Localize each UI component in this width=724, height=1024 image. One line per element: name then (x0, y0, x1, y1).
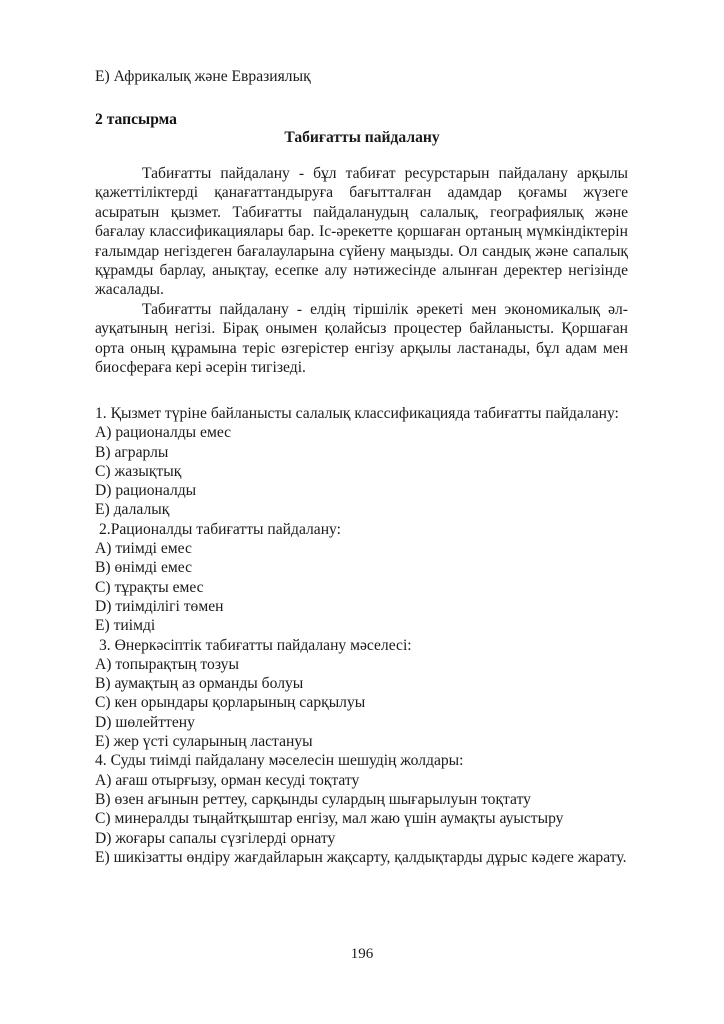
answer-option: C) жазықтық (95, 462, 182, 480)
answer-option: C) минералды тыңайтқыштар енгізу, мал жаю үшін аумақты ауыстыру (95, 810, 564, 828)
answer-option: B) өзен ағынын реттеу, сарқынды сулардың шығарылуын тоқтату (95, 790, 531, 808)
answer-option: E) далалық (95, 501, 170, 519)
question-4 (95, 751, 655, 867)
answer-option: A) топырақтың тозуы (95, 655, 239, 673)
question-text: 2.Рационалды табиғатты пайдалану: (99, 520, 341, 538)
previous-answer-option: E) Африкалық және Евразиялық (95, 68, 311, 85)
answer-option: C) кен орындары қорларының сарқылуы (95, 694, 366, 712)
answer-option: D) тиімділігі төмен (95, 597, 224, 615)
answer-option: E) жер үсті суларының ластануы (95, 733, 313, 751)
answer-option: B) өнімді емес (95, 559, 193, 577)
answer-option: A) рационалды емес (95, 424, 232, 442)
paragraph-1: Табиғатты пайдалану - бұл табиғат ресурстарын пайдалану арқылы қажеттіліктерді қанағаттандыруға бағытталған адамдар қоғамы жүзеге асыратын қызмет. Табиғатты пайдаланудың салалық, географиялық және бағалау классификациялары бар. Іс-әрекетте қоршаған ортаның мүмкіндіктерін ғалымдар негіздеген бағалауларына сүйену маңызды. Ол сандық және сапалық құрамды барлау, анықтау, есепке алу нәтижесінде алынған деректер негізінде жасалады. (95, 165, 628, 299)
answer-option: C) тұрақты емес (95, 578, 204, 596)
answer-option: D) шөлейттену (95, 713, 195, 731)
task-label: 2 тапсырма (95, 111, 177, 128)
answer-option: A) тиімді емес (95, 540, 192, 558)
answer-option: B) аграрлы (95, 443, 169, 461)
answer-option: E) шикізатты өндіру жағдайларын жақсарту, қалдықтарды дұрыс кәдеге жарату. (95, 848, 627, 866)
question-text: 3. Өнеркәсіптік табиғатты пайдалану мәселесі: (99, 636, 412, 654)
answer-option: D) жоғары сапалы сүзгілерді орнату (95, 829, 336, 847)
answer-option: E) тиімді (95, 617, 156, 635)
question-list (95, 404, 655, 867)
question-1 (95, 404, 655, 520)
question-3 (95, 636, 655, 752)
answer-option: D) рационалды (95, 482, 197, 500)
paragraph-2: Табиғатты пайдалану - елдің тіршілік әрекеті мен экономикалық әл-ауқатының негізі. Бірақ онымен қолайсыз процестер байланысты. Қоршаған орта оның құрамына теріс өзгерістер енгізу арқылы ластанады, бұл адам мен биосфераға кері әсерін тигізеді. (95, 301, 628, 377)
question-2 (95, 520, 655, 636)
question-text: 1. Қызмет түріне байланысты салалық классификацияда табиғатты пайдалану: (95, 405, 619, 422)
section-title: Табиғатты пайдалану (284, 129, 440, 146)
answer-option: B) аумақтың аз орманды болуы (95, 675, 304, 693)
answer-option: A) ағаш отырғызу, орман кесуді тоқтату (95, 771, 360, 789)
page-number: 196 (350, 946, 374, 962)
question-text: 4. Суды тиімді пайдалану мәселесін шешудің жолдары: (95, 752, 464, 770)
